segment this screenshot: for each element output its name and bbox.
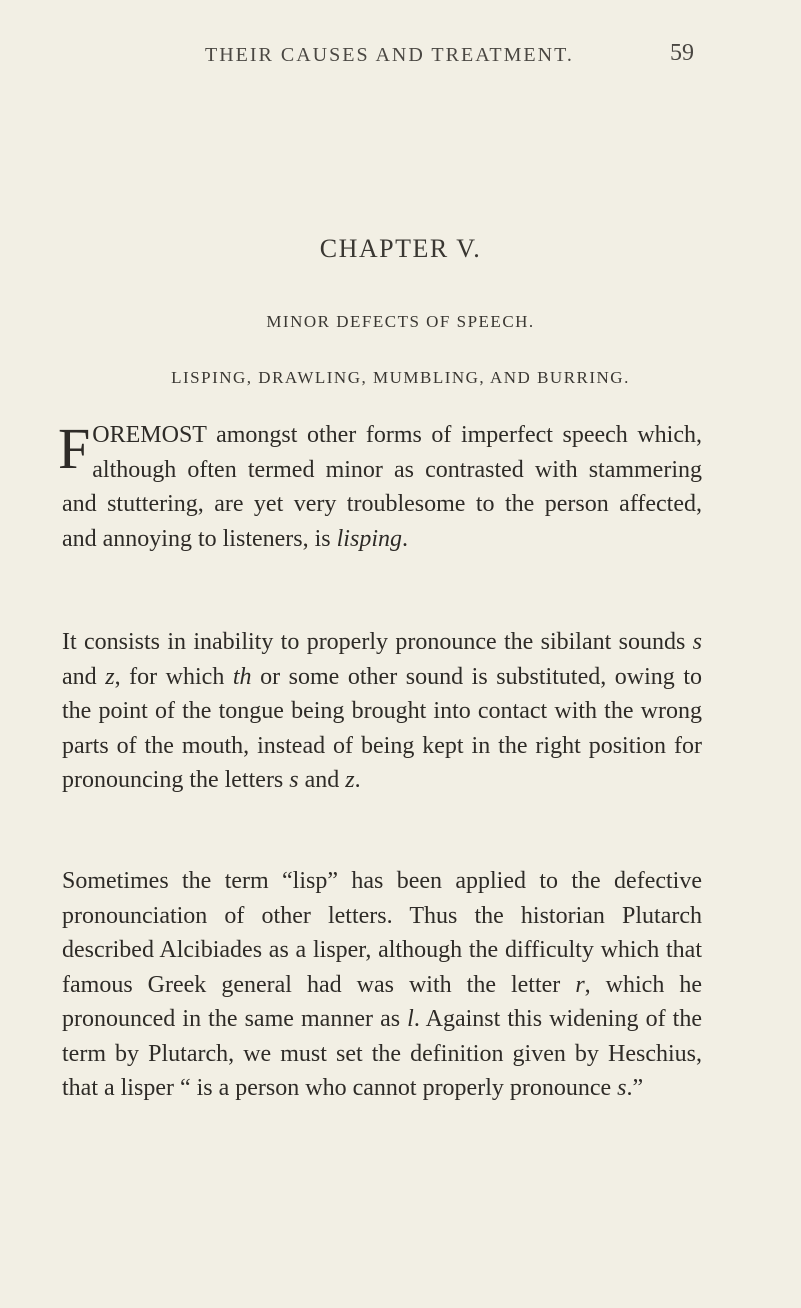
emphasis-text: s — [617, 1075, 627, 1101]
paragraph-text: .” — [626, 1075, 644, 1101]
emphasis-text: l — [407, 1006, 414, 1032]
emphasis-text: z — [105, 663, 115, 690]
section-subheading: LISPING, DRAWLING, MUMBLING, AND BURRING. — [171, 368, 630, 387]
running-head: THEIR CAUSES AND TREATMENT. — [205, 44, 574, 66]
paragraph-text: and — [62, 663, 106, 690]
paragraph-text: , for which — [114, 663, 233, 690]
emphasis-text: th — [232, 663, 252, 690]
paragraph-text: or some other sound is substituted, owing to the point of the tongue being brought into contact with the wrong parts of the mouth, instead of being kept in the right position for pronouncing the letters — [62, 663, 702, 793]
paragraph-text: Sometimes the term “lisp” has been applied to the defective pronounciation of other letters. Thus the historian Plutarch described Alcibiades as a lisper, although the difficulty which that famous Greek general had was with the letter — [62, 868, 702, 998]
paragraph-text: . — [354, 767, 361, 793]
paragraph-1 — [58, 416, 702, 556]
paragraph-text: OREMOST amongst other forms of imperfect speech which, although often termed minor as contrasted with stammering and stuttering, are yet very troublesome to the person affected, and annoying to listeners, is — [62, 422, 702, 552]
chapter-title: CHAPTER V. — [319, 234, 482, 263]
paragraph-text: . Against this widening of the term by Plutarch, we must set the definition given by Heschius, that a lisper “ is a person who cannot properly pronounce — [62, 1006, 702, 1101]
paragraph-2 — [62, 625, 702, 798]
paragraph-text: , which he pronounced in the same manner as — [62, 971, 702, 1032]
emphasis-text: lisping — [336, 525, 402, 552]
page-number: 59 — [670, 40, 694, 66]
emphasis-text: r — [575, 971, 585, 998]
paragraph-text: It consists in inability to properly pronounce the sibilant sounds — [62, 629, 693, 655]
drop-cap: F — [58, 416, 91, 481]
paragraph-text: and — [298, 767, 346, 793]
emphasis-text: z — [345, 767, 355, 793]
paragraph-3 — [62, 864, 702, 1106]
emphasis-text: s — [692, 629, 702, 655]
emphasis-text: s — [289, 767, 299, 793]
section-heading: MINOR DEFECTS OF SPEECH. — [266, 312, 535, 331]
paragraph-text: . — [401, 525, 408, 552]
